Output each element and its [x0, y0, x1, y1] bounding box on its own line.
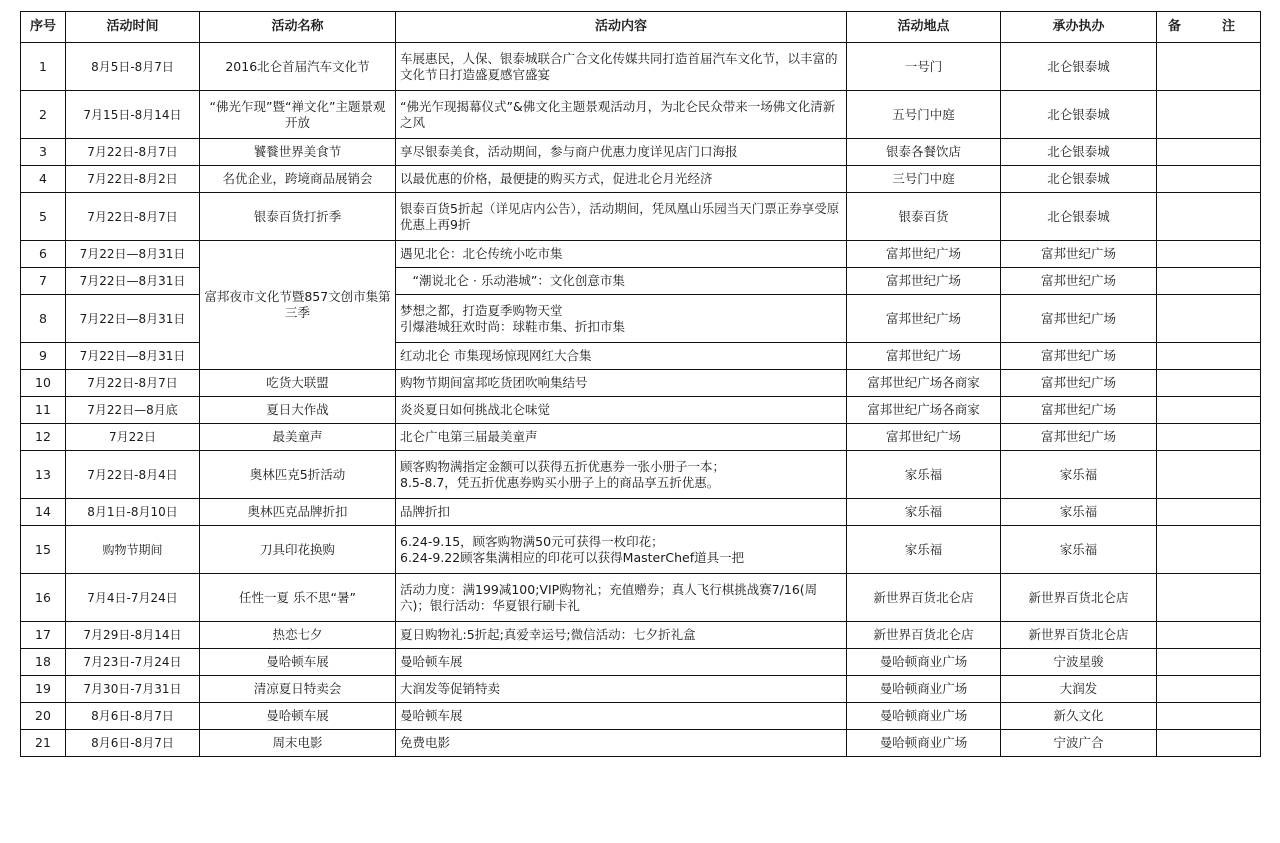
cell-note [1157, 166, 1261, 193]
table-row [21, 622, 1261, 649]
cell-organizer: 北仑银泰城 [1001, 193, 1157, 241]
cell-organizer: 家乐福 [1001, 526, 1157, 574]
cell-name: 吃货大联盟 [200, 370, 396, 397]
cell-place: 三号门中庭 [847, 166, 1001, 193]
cell-content: 北仑广电第三届最美童声 [396, 424, 847, 451]
table-row [21, 91, 1261, 139]
cell-time: 7月22日—8月31日 [66, 268, 200, 295]
cell-no: 16 [21, 574, 66, 622]
cell-name: 奥林匹克品牌折扣 [200, 499, 396, 526]
cell-organizer: 新世界百货北仑店 [1001, 574, 1157, 622]
cell-content: 红动北仑 市集现场惊现网红大合集 [396, 343, 847, 370]
cell-note [1157, 424, 1261, 451]
cell-no: 21 [21, 730, 66, 757]
cell-content: 购物节期间富邦吃货团吹响集结号 [396, 370, 847, 397]
cell-name: “佛光乍现”暨“禅文化”主题景观开放 [200, 91, 396, 139]
cell-name: 热恋七夕 [200, 622, 396, 649]
cell-organizer: 大润发 [1001, 676, 1157, 703]
table-row [21, 241, 1261, 268]
cell-no: 2 [21, 91, 66, 139]
cell-content: 活动力度：满199减100;VIP购物礼；充值赠券；真人飞行棋挑战赛7/16(周六)；银行活动：华夏银行刷卡礼 [396, 574, 847, 622]
cell-name: 刀具印花换购 [200, 526, 396, 574]
table-row [21, 451, 1261, 499]
cell-content: 曼哈顿车展 [396, 703, 847, 730]
cell-no: 17 [21, 622, 66, 649]
cell-name: 银泰百货打折季 [200, 193, 396, 241]
cell-note [1157, 268, 1261, 295]
cell-no: 20 [21, 703, 66, 730]
cell-organizer: 宁波星骏 [1001, 649, 1157, 676]
cell-time: 7月29日-8月14日 [66, 622, 200, 649]
table-row [21, 193, 1261, 241]
cell-name: 最美童声 [200, 424, 396, 451]
cell-note [1157, 295, 1261, 343]
cell-time: 7月22日—8月31日 [66, 295, 200, 343]
cell-note [1157, 43, 1261, 91]
cell-name: 任性一夏 乐不思“暑” [200, 574, 396, 622]
cell-no: 15 [21, 526, 66, 574]
cell-place: 富邦世纪广场各商家 [847, 397, 1001, 424]
cell-organizer: 富邦世纪广场 [1001, 268, 1157, 295]
cell-no: 10 [21, 370, 66, 397]
cell-note [1157, 241, 1261, 268]
cell-place: 曼哈顿商业广场 [847, 649, 1001, 676]
cell-organizer: 北仑银泰城 [1001, 43, 1157, 91]
cell-content: “潮说北仑 · 乐动港城”：文化创意市集 [396, 268, 847, 295]
table-row [21, 397, 1261, 424]
cell-content: 炎炎夏日如何挑战北仑味觉 [396, 397, 847, 424]
cell-name: 名优企业，跨境商品展销会 [200, 166, 396, 193]
table-row [21, 526, 1261, 574]
cell-organizer: 宁波广合 [1001, 730, 1157, 757]
cell-place: 银泰百货 [847, 193, 1001, 241]
cell-no: 7 [21, 268, 66, 295]
cell-no: 13 [21, 451, 66, 499]
cell-place: 富邦世纪广场 [847, 241, 1001, 268]
cell-note [1157, 622, 1261, 649]
cell-time: 7月4日-7月24日 [66, 574, 200, 622]
cell-content: 品牌折扣 [396, 499, 847, 526]
cell-content: 享尽银泰美食，活动期间，参与商户优惠力度详见店门口海报 [396, 139, 847, 166]
cell-organizer: 家乐福 [1001, 451, 1157, 499]
activity-schedule-table [20, 11, 1261, 757]
cell-place: 富邦世纪广场各商家 [847, 370, 1001, 397]
cell-note [1157, 574, 1261, 622]
cell-no: 6 [21, 241, 66, 268]
cell-time: 8月6日-8月7日 [66, 703, 200, 730]
cell-no: 9 [21, 343, 66, 370]
header-note: 备 注 [1157, 12, 1261, 43]
table-row [21, 424, 1261, 451]
cell-note [1157, 343, 1261, 370]
table-row [21, 649, 1261, 676]
cell-content: 遇见北仑：北仑传统小吃市集 [396, 241, 847, 268]
cell-content: 顾客购物满指定金额可以获得五折优惠券一张小册子一本； 8.5-8.7，凭五折优惠券购买小册子上的商品享五折优惠。 [396, 451, 847, 499]
cell-organizer: 富邦世纪广场 [1001, 241, 1157, 268]
cell-place: 富邦世纪广场 [847, 295, 1001, 343]
cell-note [1157, 91, 1261, 139]
cell-time: 8月6日-8月7日 [66, 730, 200, 757]
cell-organizer: 富邦世纪广场 [1001, 424, 1157, 451]
cell-content: “佛光乍现揭幕仪式”&佛文化主题景观活动月，为北仑民众带来一场佛文化清新之风 [396, 91, 847, 139]
header-place: 活动地点 [847, 12, 1001, 43]
cell-name: 夏日大作战 [200, 397, 396, 424]
cell-note [1157, 193, 1261, 241]
header-no: 序号 [21, 12, 66, 43]
cell-time: 7月15日-8月14日 [66, 91, 200, 139]
table-row [21, 166, 1261, 193]
cell-place: 富邦世纪广场 [847, 424, 1001, 451]
cell-content: 夏日购物礼:5折起;真爱幸运号;微信活动：七夕折礼盒 [396, 622, 847, 649]
cell-name: 2016北仑首届汽车文化节 [200, 43, 396, 91]
cell-content: 免费电影 [396, 730, 847, 757]
cell-name: 奥林匹克5折活动 [200, 451, 396, 499]
cell-time: 7月22日 [66, 424, 200, 451]
cell-time: 7月22日-8月7日 [66, 193, 200, 241]
cell-time: 7月30日-7月31日 [66, 676, 200, 703]
cell-organizer: 北仑银泰城 [1001, 166, 1157, 193]
cell-place: 曼哈顿商业广场 [847, 676, 1001, 703]
header-organizer: 承办执办 [1001, 12, 1157, 43]
cell-content: 梦想之都，打造夏季购物天堂 引爆港城狂欢时尚：球鞋市集、折扣市集 [396, 295, 847, 343]
header-name: 活动名称 [200, 12, 396, 43]
table-row [21, 43, 1261, 91]
cell-content: 车展惠民，人保、银泰城联合广合文化传媒共同打造首届汽车文化节，以丰富的文化节日打造盛夏感官盛宴 [396, 43, 847, 91]
cell-time: 7月22日-8月2日 [66, 166, 200, 193]
cell-name: 饕餮世界美食节 [200, 139, 396, 166]
cell-content: 以最优惠的价格，最便捷的购买方式，促进北仑月光经济 [396, 166, 847, 193]
cell-place: 银泰各餐饮店 [847, 139, 1001, 166]
cell-name: 曼哈顿车展 [200, 703, 396, 730]
cell-no: 19 [21, 676, 66, 703]
cell-note [1157, 526, 1261, 574]
cell-organizer: 富邦世纪广场 [1001, 343, 1157, 370]
table-row [21, 370, 1261, 397]
cell-place: 五号门中庭 [847, 91, 1001, 139]
cell-time: 购物节期间 [66, 526, 200, 574]
cell-time: 7月22日-8月7日 [66, 139, 200, 166]
table-row [21, 499, 1261, 526]
cell-no: 3 [21, 139, 66, 166]
cell-place: 新世界百货北仑店 [847, 622, 1001, 649]
cell-time: 7月23日-7月24日 [66, 649, 200, 676]
cell-time: 7月22日-8月7日 [66, 370, 200, 397]
table-row [21, 676, 1261, 703]
cell-time: 7月22日—8月31日 [66, 343, 200, 370]
cell-name: 清凉夏日特卖会 [200, 676, 396, 703]
cell-organizer: 新久文化 [1001, 703, 1157, 730]
table-row [21, 139, 1261, 166]
cell-time: 7月22日—8月31日 [66, 241, 200, 268]
cell-note [1157, 499, 1261, 526]
cell-note [1157, 649, 1261, 676]
cell-name: 周末电影 [200, 730, 396, 757]
cell-no: 1 [21, 43, 66, 91]
cell-note [1157, 676, 1261, 703]
cell-note [1157, 139, 1261, 166]
cell-place: 一号门 [847, 43, 1001, 91]
header-time: 活动时间 [66, 12, 200, 43]
cell-organizer: 北仑银泰城 [1001, 91, 1157, 139]
cell-place: 家乐福 [847, 499, 1001, 526]
cell-organizer: 富邦世纪广场 [1001, 295, 1157, 343]
cell-note [1157, 451, 1261, 499]
cell-place: 富邦世纪广场 [847, 343, 1001, 370]
cell-place: 富邦世纪广场 [847, 268, 1001, 295]
table-row [21, 574, 1261, 622]
cell-no: 14 [21, 499, 66, 526]
table-row [21, 703, 1261, 730]
cell-no: 12 [21, 424, 66, 451]
cell-time: 7月22日—8月底 [66, 397, 200, 424]
cell-content: 银泰百货5折起（详见店内公告），活动期间，凭凤凰山乐园当天门票正券享受原优惠上再9折 [396, 193, 847, 241]
cell-time: 7月22日-8月4日 [66, 451, 200, 499]
cell-content: 曼哈顿车展 [396, 649, 847, 676]
cell-no: 8 [21, 295, 66, 343]
cell-place: 新世界百货北仑店 [847, 574, 1001, 622]
table-row [21, 730, 1261, 757]
cell-content: 大润发等促销特卖 [396, 676, 847, 703]
cell-name: 曼哈顿车展 [200, 649, 396, 676]
header-content: 活动内容 [396, 12, 847, 43]
cell-no: 11 [21, 397, 66, 424]
cell-note [1157, 370, 1261, 397]
cell-place: 曼哈顿商业广场 [847, 703, 1001, 730]
cell-time: 8月1日-8月10日 [66, 499, 200, 526]
cell-note [1157, 397, 1261, 424]
cell-place: 家乐福 [847, 451, 1001, 499]
cell-time: 8月5日-8月7日 [66, 43, 200, 91]
table-header-row [21, 12, 1261, 43]
cell-name: 富邦夜市文化节暨857文创市集第三季 [200, 241, 396, 370]
cell-no: 4 [21, 166, 66, 193]
cell-content: 6.24-9.15，顾客购物满50元可获得一枚印花； 6.24-9.22顾客集满相应的印花可以获得MasterChef道具一把 [396, 526, 847, 574]
cell-organizer: 新世界百货北仑店 [1001, 622, 1157, 649]
cell-place: 曼哈顿商业广场 [847, 730, 1001, 757]
cell-no: 18 [21, 649, 66, 676]
cell-organizer: 富邦世纪广场 [1001, 397, 1157, 424]
cell-organizer: 北仑银泰城 [1001, 139, 1157, 166]
cell-organizer: 家乐福 [1001, 499, 1157, 526]
cell-place: 家乐福 [847, 526, 1001, 574]
cell-no: 5 [21, 193, 66, 241]
cell-organizer: 富邦世纪广场 [1001, 370, 1157, 397]
cell-note [1157, 703, 1261, 730]
cell-note [1157, 730, 1261, 757]
